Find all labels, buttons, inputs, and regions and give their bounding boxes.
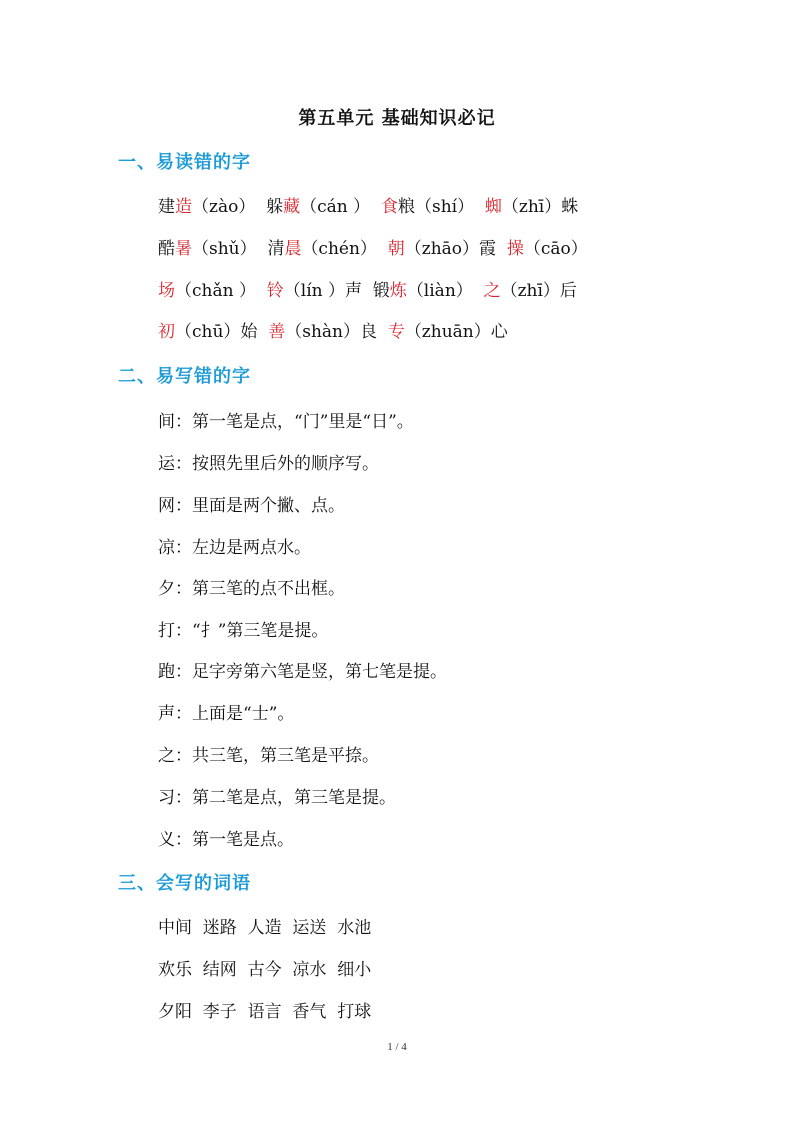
pinyin-text: （zhī）后 [500, 281, 577, 301]
vocab-line: 欢乐 结网 古今 凉水 细小 [158, 960, 372, 980]
pinyin-text: 清 [267, 239, 285, 259]
pinyin-text: （chū）始 [175, 322, 269, 342]
pinyin-text: （liàn） [406, 281, 484, 301]
writing-tip-line: 义：第一笔是点。 [158, 830, 294, 850]
highlighted-char: 暑 [175, 239, 192, 259]
pinyin-text: 建 [158, 197, 175, 217]
pinyin-text: 粮（shí） [397, 197, 485, 217]
writing-tip-line: 习：第二笔是点，第三笔是提。 [158, 788, 396, 808]
writing-tip-line: 打：“扌”第三笔是提。 [158, 621, 329, 641]
highlighted-char: 藏 [283, 197, 301, 217]
section-heading-3: 三、会写的词语 [118, 873, 251, 894]
pinyin-row-3 [158, 279, 577, 303]
pinyin-text: （shàn）良 [285, 322, 388, 342]
section-heading-2: 二、易写错的字 [118, 366, 251, 387]
highlighted-char: 造 [175, 197, 192, 217]
vocab-line: 夕阳 李子 语言 香气 打球 [158, 1002, 372, 1022]
section-heading-1: 一、易读错的字 [118, 152, 251, 173]
page-title: 第五单元 基础知识必记 [298, 108, 496, 129]
writing-tip-line: 夕：第三笔的点不出框。 [158, 579, 345, 599]
pinyin-text: （shǔ） [192, 239, 268, 259]
writing-tip-line: 跑：足字旁第六笔是竖，第七笔是提。 [158, 662, 447, 682]
pinyin-row-4 [158, 320, 508, 344]
pinyin-text: 躲 [266, 197, 284, 217]
pinyin-row-1 [158, 195, 578, 219]
highlighted-char: 专 [387, 322, 405, 342]
pinyin-text: （lín ）声 [283, 281, 373, 301]
highlighted-char: 朝 [387, 239, 405, 259]
writing-tip-line: 间：第一笔是点，“门”里是“日”。 [158, 412, 414, 432]
highlighted-char: 晨 [284, 239, 302, 259]
highlighted-char: 铃 [266, 281, 284, 301]
highlighted-char: 初 [158, 322, 175, 342]
pinyin-text: （cán ） [300, 197, 381, 217]
pinyin-text: （zhāo）霞 [404, 239, 507, 259]
highlighted-char: 炼 [389, 281, 407, 301]
page-number: 1 / 4 [387, 1041, 407, 1053]
pinyin-row-2 [158, 237, 588, 261]
writing-tip-line: 凉：左边是两点水。 [158, 538, 311, 558]
writing-tip-line: 声：上面是“士”。 [158, 704, 295, 724]
highlighted-char: 善 [268, 322, 286, 342]
highlighted-char: 食 [380, 197, 398, 217]
pinyin-text: （cāo） [523, 239, 588, 259]
pinyin-text: （zhuān）心 [404, 322, 508, 342]
highlighted-char: 蜘 [484, 197, 502, 217]
vocab-line: 中间 迷路 人造 运送 水池 [158, 918, 372, 938]
pinyin-text: （zhī）蛛 [501, 197, 579, 217]
highlighted-char: 之 [483, 281, 501, 301]
writing-tip-line: 运：按照先里后外的顺序写。 [158, 454, 379, 474]
highlighted-char: 场 [158, 281, 175, 301]
pinyin-text: （chén） [301, 239, 388, 259]
pinyin-text: （zào） [192, 197, 267, 217]
pinyin-text: 锻 [372, 281, 390, 301]
pinyin-text: 酷 [158, 239, 175, 259]
writing-tip-line: 网：里面是两个撇、点。 [158, 496, 345, 516]
highlighted-char: 操 [506, 239, 524, 259]
pinyin-text: （chǎn ） [175, 281, 267, 301]
writing-tip-line: 之：共三笔，第三笔是平捺。 [158, 746, 379, 766]
